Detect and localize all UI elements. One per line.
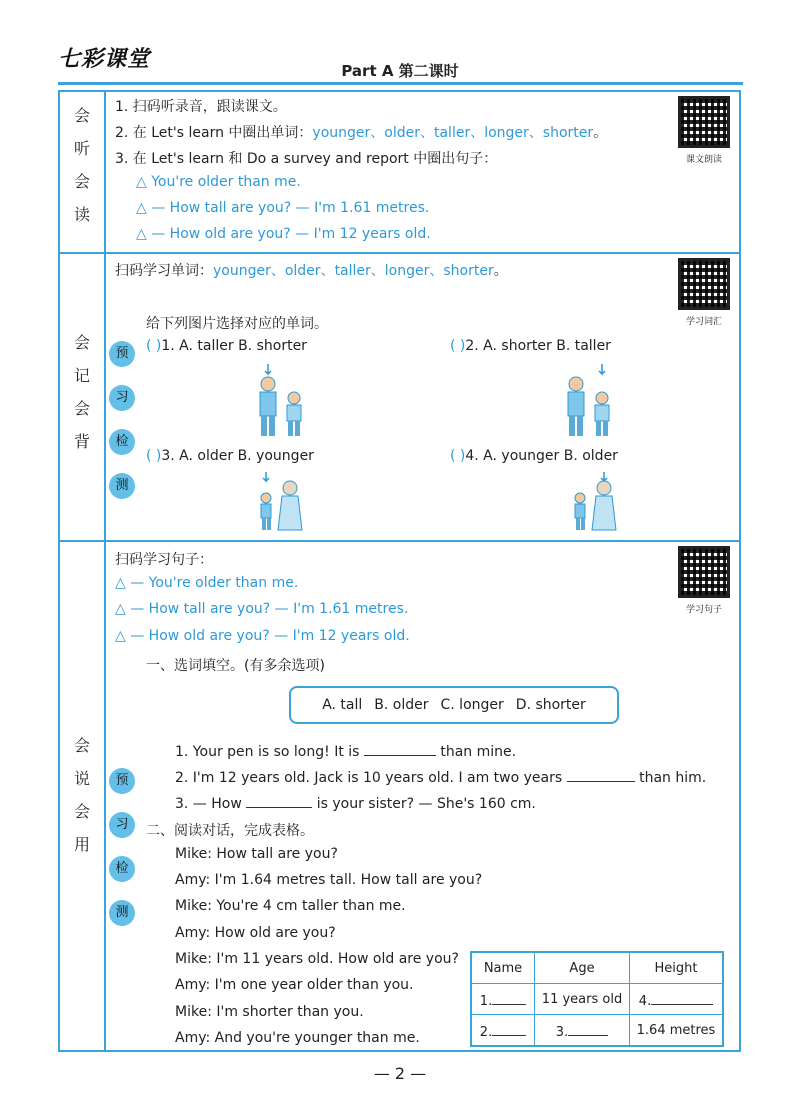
table-row (471, 984, 723, 1015)
preview-badge: 检 (109, 429, 135, 455)
memorize-instruction: 给下列图片选择对应的单词。 (146, 316, 328, 332)
dialogue-line: Amy: And you're younger than me. (175, 1030, 420, 1046)
section-divider-2 (58, 540, 741, 542)
preview-badge: 预 (109, 768, 135, 794)
speak-sentence-1: △ — You're older than me. (115, 575, 299, 591)
speak-sentence-3: △ — How old are you? — I'm 12 years old. (115, 628, 410, 644)
preview-badge: 预 (109, 341, 135, 367)
answer-blank[interactable] (364, 741, 436, 756)
answer-blank[interactable] (246, 793, 312, 808)
old-young-figures-illustration (252, 470, 308, 532)
dialogue-line: Mike: I'm shorter than you. (175, 1004, 364, 1020)
part2-title: 二、阅读对话，完成表格。 (146, 823, 314, 839)
section-label-listen: 会 听 会 读 (73, 106, 90, 224)
table-cell[interactable]: 2. (471, 1015, 535, 1047)
fill-question-3: 3. — How is your sister? — She's 160 cm. (175, 793, 536, 812)
question-4: ( )4. A. younger B. older (450, 448, 618, 464)
qr-caption: 学习词汇 (685, 317, 722, 327)
table-cell[interactable]: 1. (471, 984, 535, 1015)
question-1: ( )1. A. taller B. shorter (146, 338, 307, 354)
table-header: Age (535, 952, 630, 984)
qr-code-icon[interactable] (678, 258, 730, 310)
listen-item-2: 2. 在 Let's learn 中圈出单词：younger、older、taller、longer、shorter。 (115, 125, 608, 141)
memorize-scan-text: 扫码学习单词：younger、older、taller、longer、shorter。 (115, 263, 508, 279)
tall-short-figures-illustration (252, 362, 312, 438)
preview-badge: 测 (109, 473, 135, 499)
fill-question-1: 1. Your pen is so long! It is than mine. (175, 741, 516, 760)
qr-code-icon[interactable] (678, 96, 730, 148)
tall-short-figures-illustration (560, 362, 620, 438)
answer-bracket[interactable]: ( ) (146, 338, 162, 354)
option: A. tall (322, 697, 363, 713)
answer-blank[interactable] (567, 767, 635, 782)
section-divider-1 (58, 252, 741, 254)
dialogue-line: Amy: How old are you? (175, 925, 336, 941)
question-3: ( )3. A. older B. younger (146, 448, 314, 464)
table-cell: 11 years old (535, 984, 630, 1015)
answer-bracket[interactable]: ( ) (146, 448, 162, 464)
header-divider (58, 82, 743, 85)
question-2: ( )2. A. shorter B. taller (450, 338, 611, 354)
dialogue-line: Amy: I'm 1.64 metres tall. How tall are you? (175, 872, 483, 888)
speak-scan-text: 扫码学习句子： (115, 552, 213, 568)
page-number: — 2 — (373, 1064, 427, 1083)
preview-badge: 测 (109, 900, 135, 926)
dialogue-line: Mike: I'm 11 years old. How old are you? (175, 951, 459, 967)
fill-question-2: 2. I'm 12 years old. Jack is 10 years old. I am two years than him. (175, 767, 706, 786)
qr-code-icon[interactable] (678, 546, 730, 598)
table-header: Name (471, 952, 535, 984)
part1-title: 一、选词填空。(有多余选项) (146, 658, 325, 674)
option: D. shorter (515, 697, 586, 713)
answer-bracket[interactable]: ( ) (450, 338, 466, 354)
dialogue-line: Mike: How tall are you? (175, 846, 338, 862)
listen-sentence-2: △ — How tall are you? — I'm 1.61 metres. (136, 200, 430, 216)
table-header: Height (630, 952, 724, 984)
answer-bracket[interactable]: ( ) (450, 448, 466, 464)
table-cell: 1.64 metres (630, 1015, 724, 1047)
preview-badge: 习 (109, 385, 135, 411)
section-label-memorize: 会 记 会 背 (73, 333, 90, 451)
option: B. older (374, 697, 429, 713)
speak-sentence-2: △ — How tall are you? — I'm 1.61 metres. (115, 601, 409, 617)
table-cell[interactable]: 4. (630, 984, 724, 1015)
listen-item-1: 1. 扫码听录音，跟读课文。 (115, 99, 287, 115)
preview-badge: 习 (109, 812, 135, 838)
brand-logo: 七彩课堂 (58, 46, 151, 72)
option: C. longer (440, 697, 504, 713)
old-young-figures-illustration (566, 470, 622, 532)
dialogue-line: Amy: I'm one year older than you. (175, 977, 414, 993)
dialogue-line: Mike: You're 4 cm taller than me. (175, 898, 406, 914)
preview-badge: 检 (109, 856, 135, 882)
page-title: Part A 第二课时 (341, 62, 459, 80)
word-options-box (289, 686, 619, 724)
info-table (470, 951, 724, 1047)
qr-caption: 学习句子 (685, 605, 722, 615)
listen-item-3: 3. 在 Let's learn 和 Do a survey and report 中圈出句子： (115, 151, 498, 167)
table-cell[interactable]: 3. (535, 1015, 630, 1047)
table-header-row (471, 952, 723, 984)
label-column-divider (104, 90, 106, 1052)
qr-caption: 课文朗读 (685, 155, 722, 165)
listen-sentence-1: △ You're older than me. (136, 174, 301, 190)
table-row (471, 1015, 723, 1047)
listen-sentence-3: △ — How old are you? — I'm 12 years old. (136, 226, 431, 242)
section-label-speak: 会 说 会 用 (73, 736, 90, 854)
